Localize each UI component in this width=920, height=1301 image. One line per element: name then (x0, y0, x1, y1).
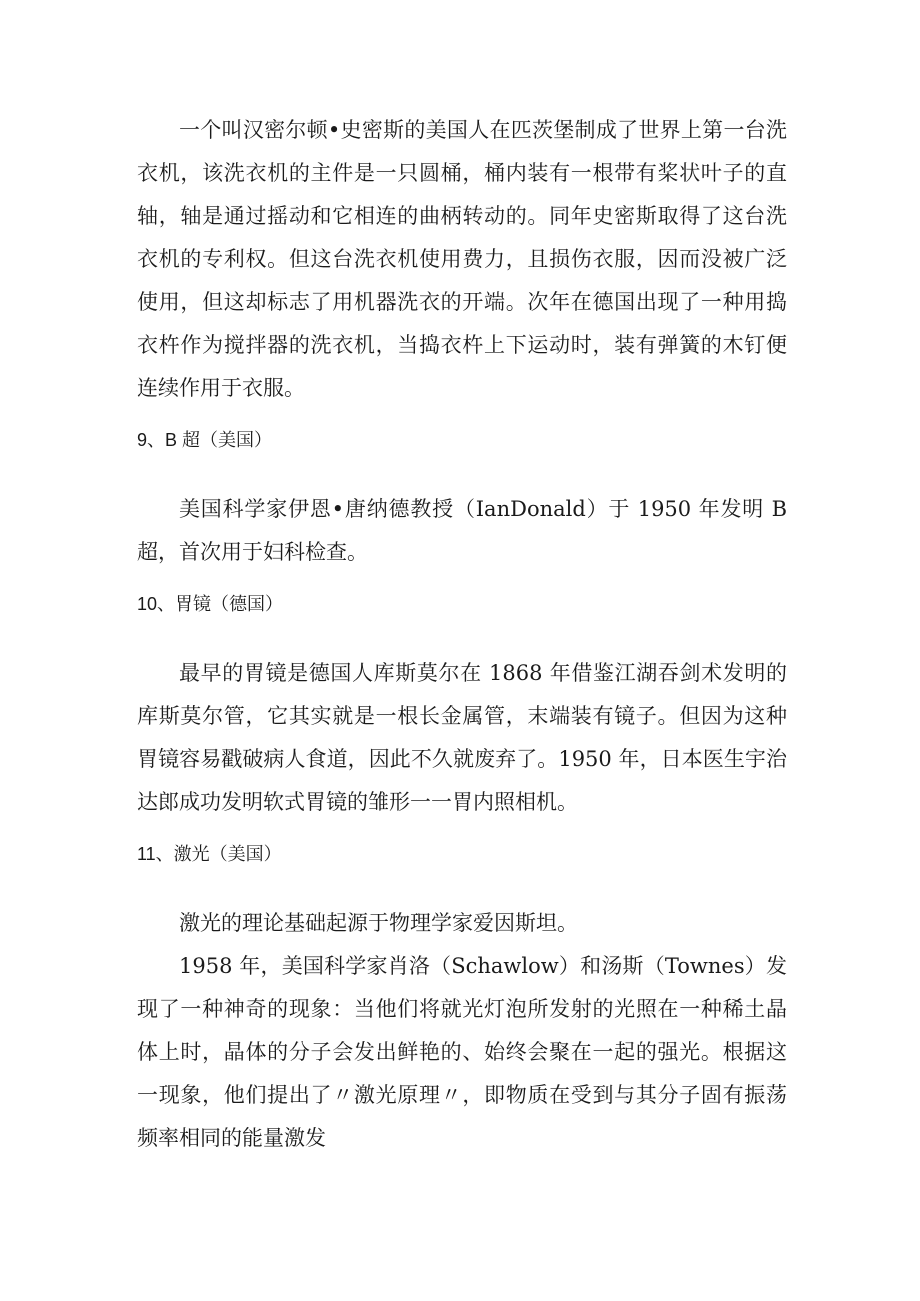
b-ultrasound-paragraph: 美国科学家伊恩•唐纳德教授（IanDonald）于 1950 年发明 B 超，首次用于妇科检查。 (137, 497, 787, 564)
section-heading-laser: 11、激光（美国） (137, 844, 282, 864)
spacer (137, 824, 787, 834)
section-heading-b-ultrasound: 9、B 超（美国） (137, 430, 273, 450)
spacer (137, 624, 787, 652)
spacer (137, 574, 787, 584)
document-page (137, 109, 787, 1160)
section-heading-gastroscope: 10、胃镜（德国） (137, 594, 284, 614)
washer-paragraph: 一个叫汉密尔顿•史密斯的美国人在匹茨堡制成了世界上第一台洗衣机，该洗衣机的主件是一只圆桶，桶内装有一根带有桨状叶子的直轴，轴是通过摇动和它相连的曲柄转动的。同年史密斯取得了这台洗衣机的专利权。但这台洗衣机使用费力，且损伤衣服，因而没被广泛使用，但这却标志了用机器洗衣的开端。次年在德国出现了一种用捣衣杵作为搅拌器的洗衣机，当捣衣杵上下运动时，装有弹簧的木钉便连续作用于衣服。 (137, 118, 787, 400)
spacer (137, 460, 787, 488)
laser-paragraph-2: 1958 年，美国科学家肖洛（Schawlow）和汤斯（Townes）发现了一种神奇的现象：当他们将就光灯泡所发射的光照在一种稀土晶体上时，晶体的分子会发出鲜艳的、始终会聚在一起的强光。根据这一现象，他们提出了〃激光原理〃，即物质在受到与其分子固有振荡频率相同的能量激发 (137, 954, 787, 1150)
gastroscope-paragraph: 最早的胃镜是德国人库斯莫尔在 1868 年借鉴江湖吞剑术发明的库斯莫尔管，它其实就是一根长金属管，末端装有镜子。但因为这种胃镜容易戳破病人食道，因此不久就废弃了。1950 年，日本医生宇治达郎成功发明软式胃镜的雏形一一胃内照相机。 (137, 661, 787, 814)
laser-paragraph-1: 激光的理论基础起源于物理学家爱因斯坦。 (179, 911, 578, 935)
spacer (137, 410, 787, 420)
spacer (137, 874, 787, 902)
